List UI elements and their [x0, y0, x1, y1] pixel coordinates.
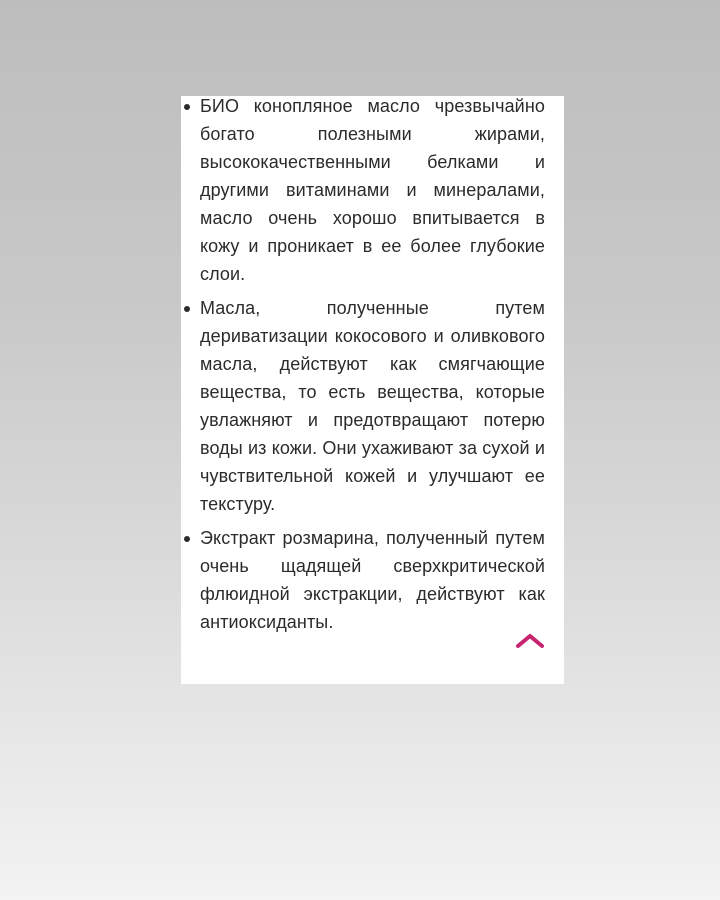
list-item [181, 294, 564, 518]
list-item-text: Масла, полученные путем дериватизации кокосового и оливкового масла, действуют как смягчающие вещества, то есть вещества, которые увлажняют и предотвращают потерю воды из кожи. Они ухаживают за сухой и чувствительной кожей и улучшают ее текстуру. [200, 298, 545, 514]
list-item [181, 96, 564, 288]
chevron-up-icon [514, 631, 546, 651]
bullet-dot [184, 104, 190, 110]
list-item-text: БИО конопляное масло чрезвычайно богато полезными жирами, высококачественными белками и другими витаминами и минералами, масло очень хорошо впитывается в кожу и проникает в ее более глубокие слои. [200, 96, 545, 284]
bullet-dot [184, 536, 190, 542]
bullet-dot [184, 306, 190, 312]
content-card [181, 96, 564, 684]
scroll-to-top-button[interactable] [514, 631, 546, 651]
list-item-text: Экстракт розмарина, полученный путем очень щадящей сверхкритической флюидной экстракции, действуют как антиоксиданты. [200, 528, 545, 632]
ingredient-list [181, 96, 564, 636]
list-item [181, 524, 564, 636]
